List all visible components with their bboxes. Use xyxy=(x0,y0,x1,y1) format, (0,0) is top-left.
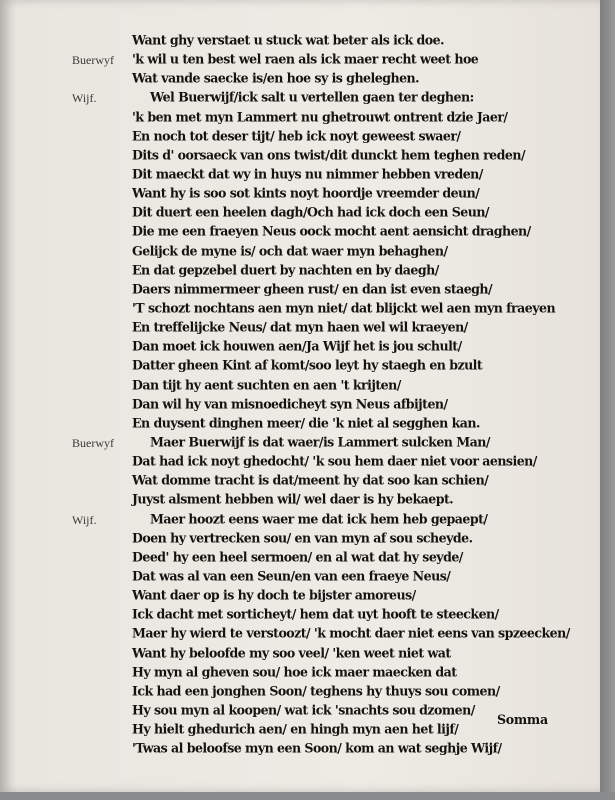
text-line xyxy=(0,549,600,568)
text-line xyxy=(0,223,600,242)
text-line xyxy=(0,472,600,491)
verse-text: Want hy beloofde my soo veel/ 'ken weet niet wat xyxy=(132,644,451,661)
verse-text: Dits d' oorsaeck van ons twist/dit dunckt hem teghen reden/ xyxy=(132,146,526,163)
verse-text: Maer hy wierd te verstoozt/ 'k mocht daer niet eens van spzeecken/ xyxy=(132,625,570,642)
verse-text: Daers nimmermeer gheen rust/ en dan ist even staegh/ xyxy=(132,280,493,297)
verse-text: Gelijck de myne is/ och dat waer myn behaghen/ xyxy=(132,242,448,259)
verse-text: Deed' hy een heel sermoen/ en al wat dat hy seyde/ xyxy=(132,548,463,565)
text-line xyxy=(0,415,600,434)
verse-text: Maer hoozt eens waer me dat ick hem heb gepaept/ xyxy=(150,510,488,527)
speaker-label: Wijf. xyxy=(72,512,97,527)
text-line xyxy=(0,166,600,185)
verse-text: 'Twas al beloofse myn een Soon/ kom an wat seghje Wijf/ xyxy=(132,740,502,756)
text-line xyxy=(0,530,600,549)
verse-text: Want hy is soo sot kints noyt hoordje vreemder deun/ xyxy=(132,185,480,201)
text-line xyxy=(0,377,600,396)
text-line xyxy=(0,338,600,357)
text-line xyxy=(0,89,600,108)
text-line xyxy=(0,319,600,338)
text-line xyxy=(0,606,600,625)
verse-text: En duysent dinghen meer/ die 'k niet al segghen kan. xyxy=(132,414,480,431)
speaker-label: Wijf. xyxy=(72,91,97,106)
verse-text: 'T schozt nochtans aen myn niet/ dat blijckt wel aen myn fraeyen xyxy=(132,299,556,316)
verse-text: Ick had een jonghen Soon/ teghens hy thuys sou comen/ xyxy=(132,682,500,699)
verse-text: Dan moet ick houwen aen/Ja Wijf het is jou schult/ xyxy=(132,338,462,354)
speaker-label: Buerwyf xyxy=(72,53,114,68)
text-line xyxy=(0,434,600,453)
text-line xyxy=(0,109,600,128)
text-line xyxy=(0,243,600,262)
verse-text: Die me een fraeyen Neus oock mocht aent aensicht draghen/ xyxy=(132,223,531,240)
page-edge-bottom xyxy=(0,792,615,800)
verse-text: Dat had ick noyt ghedocht/ 'k sou hem daer niet voor aensien/ xyxy=(132,453,537,469)
catchword: Somma xyxy=(497,712,548,727)
text-line xyxy=(0,645,600,664)
verse-text: Ick dacht met sorticheyt/ hem dat uyt hooft te steecken/ xyxy=(132,606,499,622)
verse-text: Dit duert een heelen dagh/Och had ick doch een Seun/ xyxy=(132,204,489,221)
text-line xyxy=(0,204,600,223)
text-line xyxy=(0,740,600,759)
verse-text: 'k ben met myn Lammert nu ghetrouwt ontrent dzie Jaer/ xyxy=(132,108,508,125)
text-line xyxy=(0,587,600,606)
text-line xyxy=(0,511,600,530)
verse-text: Wat vande saecke is/en hoe sy is gheleghen. xyxy=(132,70,419,87)
text-block xyxy=(0,32,600,759)
text-line xyxy=(0,32,600,51)
text-line xyxy=(0,185,600,204)
text-line xyxy=(0,300,600,319)
verse-text: Hy sou myn al koopen/ wat ick 'snachts sou dzomen/ xyxy=(132,701,475,718)
text-line xyxy=(0,128,600,147)
verse-text: En noch tot deser tijt/ heb ick noyt geweest swaer/ xyxy=(132,127,461,144)
verse-text: Dan tijt hy aent suchten en aen 't krijten/ xyxy=(132,376,401,393)
verse-text: Dat was al van een Seun/en van een fraeye Neus/ xyxy=(132,567,451,584)
verse-text: Dan wil hy van misnoedicheyt syn Neus afbijten/ xyxy=(132,395,448,412)
text-line xyxy=(0,568,600,587)
text-line xyxy=(0,453,600,472)
text-line xyxy=(0,357,600,376)
text-line xyxy=(0,491,600,510)
verse-text: Hy myn al gheven sou/ hoe ick maer maecken dat xyxy=(132,663,457,680)
verse-text: En dat gepzebel duert by nachten en by daegh/ xyxy=(132,261,439,278)
verse-text: Juyst alsment hebben wil/ wel daer is hy bekaept. xyxy=(132,491,454,508)
verse-text: Datter gheen Kint af komt/soo leyt hy staegh en bzult xyxy=(132,357,483,374)
text-line xyxy=(0,147,600,166)
text-line xyxy=(0,625,600,644)
text-line xyxy=(0,51,600,70)
verse-text: Want daer op is hy doch te bijster amoreus/ xyxy=(132,587,416,603)
verse-text: Want ghy verstaet u stuck wat beter als ick doe. xyxy=(132,32,444,48)
verse-text: Dit maeckt dat wy in huys nu nimmer hebben vreden/ xyxy=(132,165,483,182)
verse-text: En treffelijcke Neus/ dat myn haen wel wil kraeyen/ xyxy=(132,319,468,335)
text-line xyxy=(0,664,600,683)
text-line xyxy=(0,262,600,281)
verse-text: Doen hy vertrecken sou/ en van myn af sou scheyde. xyxy=(132,529,473,546)
verse-text: Wel Buerwijf/ick salt u vertellen gaen ter deghen: xyxy=(150,89,474,106)
verse-text: Wat domme tracht is dat/meent hy dat soo kan schien/ xyxy=(132,472,489,488)
page-edge-right xyxy=(600,0,615,800)
text-line xyxy=(0,396,600,415)
text-line xyxy=(0,683,600,702)
speaker-label: Buerwyf xyxy=(72,435,114,450)
verse-text: Maer Buerwijf is dat waer/is Lammert sulcken Man/ xyxy=(150,433,490,450)
verse-text: Hy hielt ghedurich aen/ en hingh myn aen het lijf/ xyxy=(132,721,459,737)
text-line xyxy=(0,281,600,300)
text-line xyxy=(0,70,600,89)
verse-text: 'k wil u ten best wel raen als ick maer recht weet hoe xyxy=(132,51,479,67)
